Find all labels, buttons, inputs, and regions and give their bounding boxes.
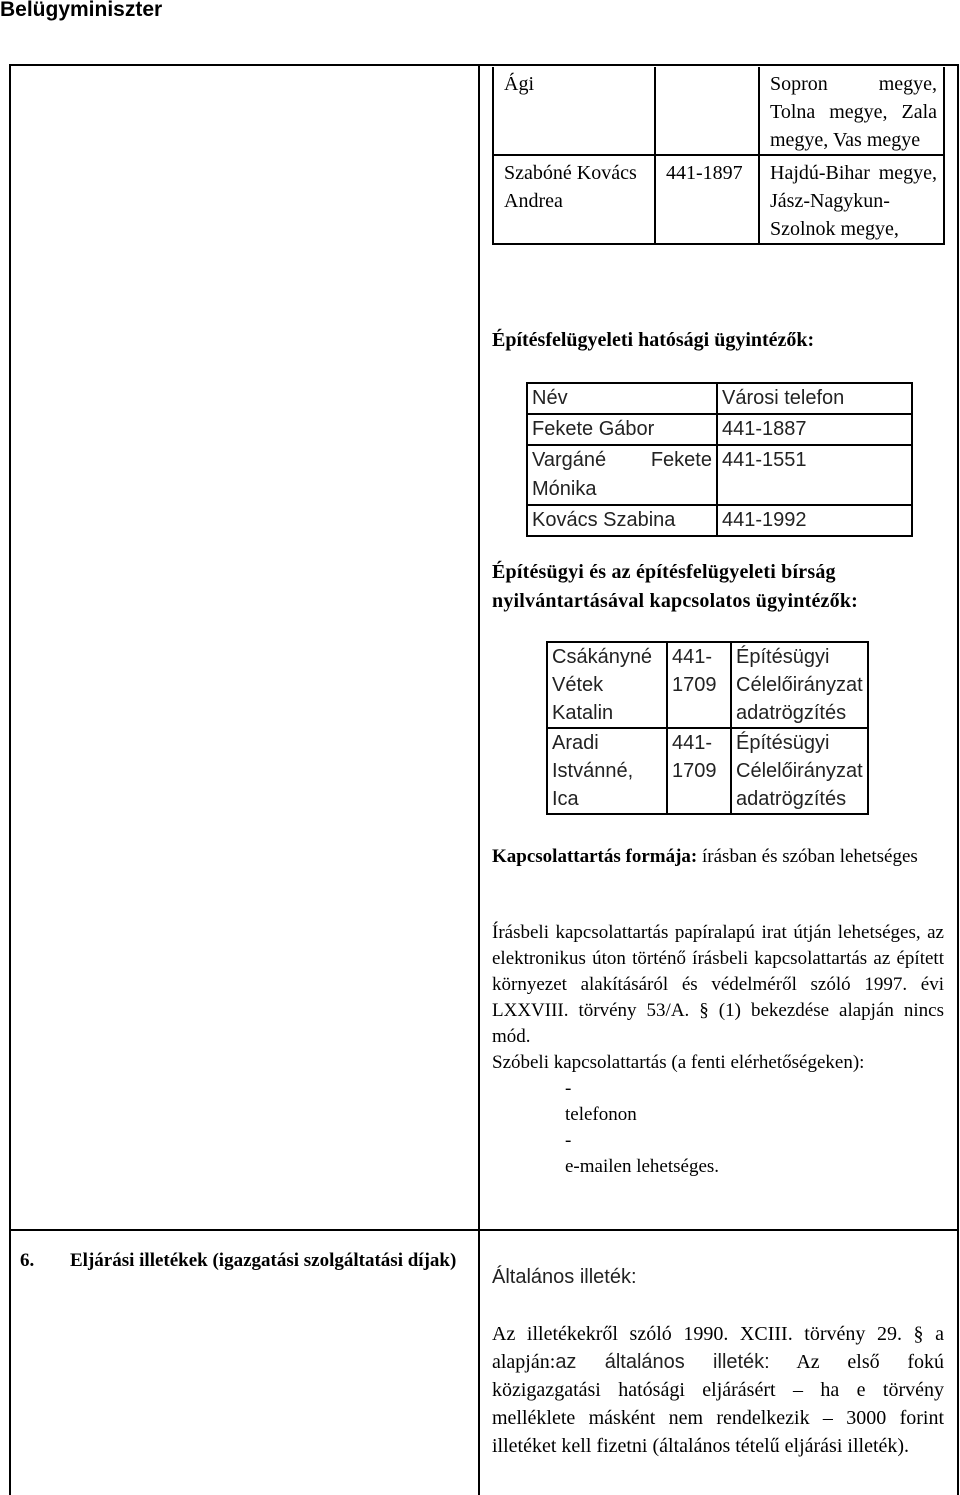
contact-form-label: Kapcsolattartás formája: [492,846,698,867]
table-row [547,728,868,814]
contact-table [492,67,945,245]
fines-phone: 441-1709 [667,728,731,814]
contact-phone: 441-1897 [655,155,759,244]
frame-right-border [957,64,959,1495]
list-item: telefonon [565,1104,637,1125]
table-row [527,414,912,445]
fines-name: Aradi Istvánné, Ica [547,728,667,814]
oral-contact-paragraph: Szóbeli kapcsolattartás (a fenti elérhetőségeken): [492,1052,865,1073]
list-item: e-mailen lehetséges. [565,1156,720,1177]
section-title-fees: Eljárási illetékek (igazgatási szolgáltatási díjak) [70,1250,457,1271]
table-row [493,67,944,155]
frame-column-divider [478,64,480,1495]
fines-table [546,641,869,815]
contact-phone [655,67,759,155]
inspectors-table [526,382,913,537]
written-contact-paragraph: Írásbeli kapcsolattartás papíralapú irat útján lehetséges, az elektronikus úton történő írásbeli kapcsolattartás az épített környezet alakításáról és védelméről szóló 1997. évi LXXVIII. törvény 53/A. § (1) bekezdése alapján nincs mód. [492,922,944,1047]
table-header-row [527,383,912,414]
inspector-name: Fekete Gábor [527,414,717,445]
inspector-phone: 441-1887 [717,414,912,445]
frame-top-border [9,64,959,66]
section-heading-inspectors: Építésfelügyeleti hatósági ügyintézők: [492,329,815,351]
table-row [527,445,912,505]
contact-name: Ági [493,67,655,155]
inspector-phone: 441-1551 [717,445,912,505]
table-row [493,155,944,244]
general-fee-label: Általános illeték: [492,1266,637,1288]
fines-name: Csákányné Vétek Katalin [547,642,667,728]
column-header-phone: Városi telefon [717,383,912,414]
fee-paragraph [492,1320,944,1460]
contact-area: Sopron megye, Tolna megye, Zala megye, Vas megye [759,67,944,155]
table-row [547,642,868,728]
section-number: 6. [20,1250,35,1271]
inspector-phone: 441-1992 [717,505,912,536]
contact-form-value: írásban és szóban lehetséges [702,846,918,867]
inspector-name: Vargáné Fekete Mónika [527,445,717,505]
law-reference-tail: az általános illeték: [555,1351,770,1373]
fines-task: Építésügyi Célelőirányzat adatrögzítés [731,728,868,814]
fines-phone: 441-1709 [667,642,731,728]
contact-form-paragraph [492,843,944,870]
column-header-name: Név [527,383,717,414]
law-reference: Az illetékekről szóló 1990. XCIII. törvény 29. § a alapján: [492,1323,944,1373]
frame-row-divider [9,1229,959,1231]
list-bullet: - [565,1130,572,1151]
section-heading-fines: Építésügyi és az építésfelügyeleti bírság nyilvántartásával kapcsolatos ügyintézők: [492,561,859,612]
fines-task: Építésügyi Célelőirányzat adatrögzítés [731,642,868,728]
fee-text: Az első fokú közigazgatási hatósági eljárásért – ha e törvény melléklete másként nem rendelkezik – 3000 forint illetéket kell fizetni (általános tételű eljárási illeték). [492,1351,945,1457]
inspector-name: Kovács Szabina [527,505,717,536]
table-row [527,505,912,536]
frame-left-border [9,64,11,1495]
contact-area: Hajdú-Bihar megye, Jász-Nagykun-Szolnok megye, [759,155,944,244]
list-bullet: - [565,1078,572,1099]
contact-name: Szabóné Kovács Andrea [493,155,655,244]
page-header-title: Belügyminiszter [0,0,163,21]
